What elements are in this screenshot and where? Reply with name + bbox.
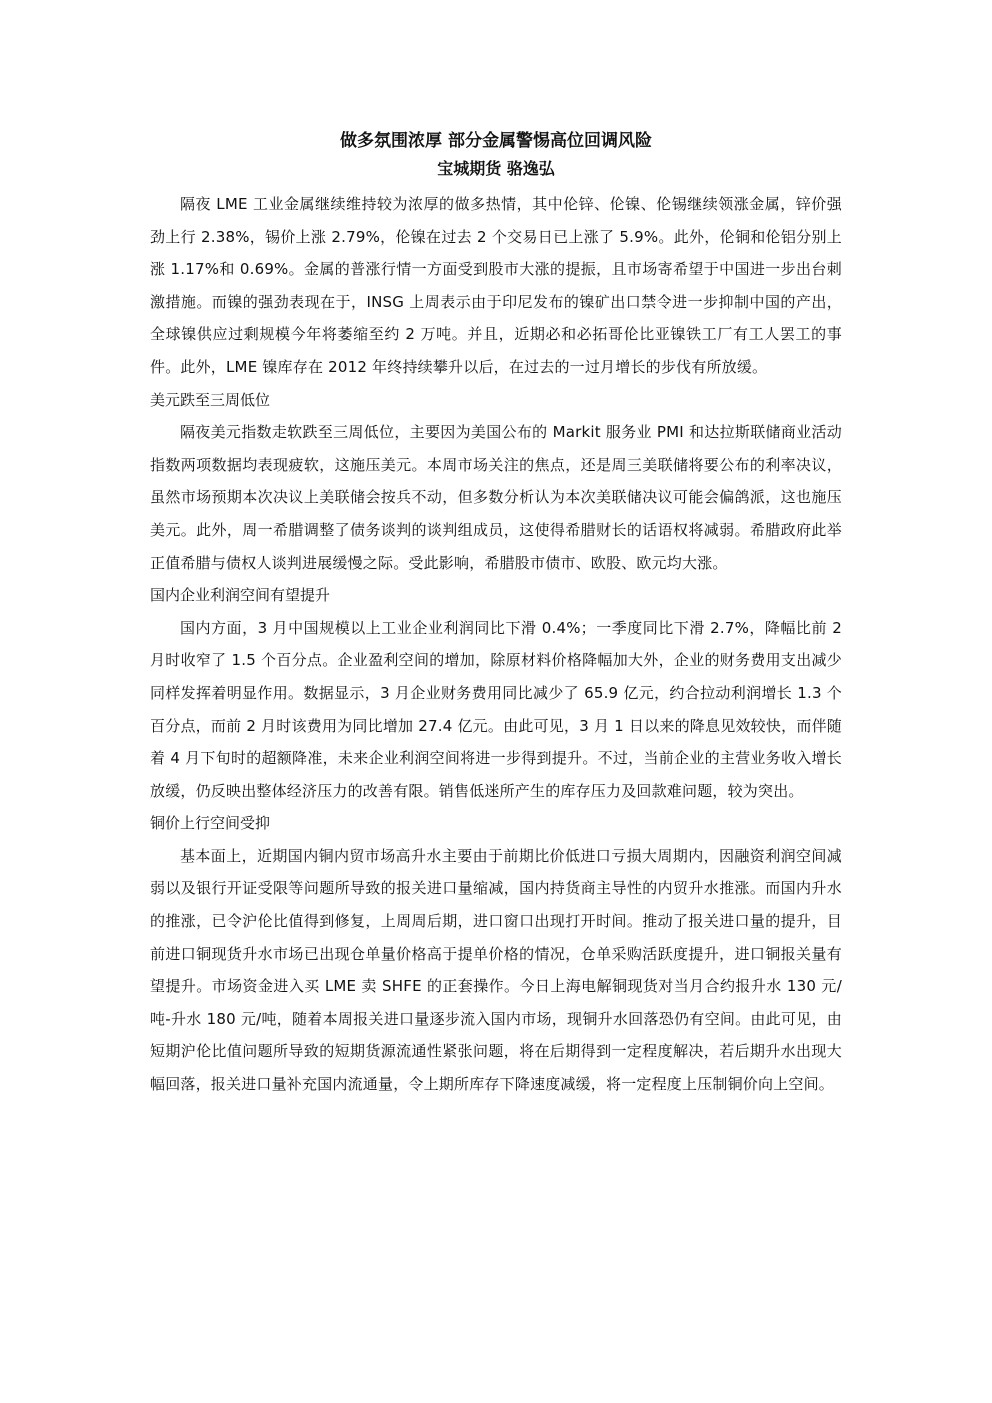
section-heading: 美元跌至三周低位: [150, 390, 271, 409]
section-paragraph: 隔夜美元指数走软跌至三周低位，主要因为美国公布的 Markit 服务业 PMI 和达拉斯联储商业活动指数两项数据均表现疲软，这施压美元。本周市场关注的焦点，还是周三美联储将要公布的利率决议，虽然市场预期本次决议上美联储会按兵不动，但多数分析认为本次美联储决议可能会偏鸽派，这也施压美元。此外，周一希腊调整了债务谈判的谈判组成员，这使得希腊财长的话语权将减弱。希腊政府此举正值希腊与债权人谈判进展缓慢之际。受此影响，希腊股市债市、欧股、欧元均大涨。: [150, 423, 842, 572]
section-profits: [150, 579, 842, 807]
author-byline: 宝城期货 骆逸弘: [437, 159, 555, 178]
document-title: 做多氛围浓厚 部分金属警惕高位回调风险: [340, 131, 652, 151]
intro-paragraph: 隔夜 LME 工业金属继续维持较为浓厚的做多热情，其中伦锌、伦镍、伦锡继续领涨金属，锌价强劲上行 2.38%，锡价上涨 2.79%，伦镍在过去 2 个交易日已上涨了 5.9%。此外，伦铜和伦铝分别上涨 1.17%和 0.69%。金属的普涨行情一方面受到股市大涨的提振，且市场寄希望于中国进一步出台刺激措施。而镍的强劲表现在于，INSG 上周表示由于印尼发布的镍矿出口禁令进一步抑制中国的产出，全球镍供应过剩规模今年将萎缩至约 2 万吨。并且，近期必和必拓哥伦比亚镍铁工厂有工人罢工的事件。此外，LME 镍库存在 2012 年终持续攀升以后，在过去的一过月增长的步伐有所放缓。: [150, 195, 842, 376]
section-usd: [150, 384, 842, 580]
section-paragraph: 基本面上，近期国内铜内贸市场高升水主要由于前期比价低进口亏损大周期内，因融资利润空间减弱以及银行开证受限等问题所导致的报关进口量缩减，国内持货商主导性的内贸升水推涨。而国内升水的推涨，已令沪伦比值得到修复，上周周后期，进口窗口出现打开时间。推动了报关进口量的提升，目前进口铜现货升水市场已出现仓单量价格高于提单价格的情况，仓单采购活跃度提升，进口铜报关量有望提升。市场资金进入买 LME 卖 SHFE 的正套操作。今日上海电解铜现货对当月合约报升水 130 元/吨-升水 180 元/吨，随着本周报关进口量逐步流入国内市场，现铜升水回落恐仍有空间。由此可见，由短期沪伦比值问题所导致的短期货源流通性紧张问题，将在后期得到一定程度解决，若后期升水出现大幅回落，报关进口量补充国内流通量，令上期所库存下降速度减缓，将一定程度上压制铜价向上空间。: [150, 846, 842, 1094]
section-copper: [150, 807, 842, 1100]
section-heading: 铜价上行空间受抑: [150, 814, 271, 833]
section-paragraph: 国内方面，3 月中国规模以上工业企业利润同比下滑 0.4%；一季度同比下滑 2.7%，降幅比前 2 月时收窄了 1.5 个百分点。企业盈利空间的增加，除原材料价格降幅加大外，企业的财务费用支出减少同样发挥着明显作用。数据显示，3 月企业财务费用同比减少了 65.9 亿元，约合拉动利润增长 1.3 个百分点，而前 2 月时该费用为同比增加 27.4 亿元。由此可见，3 月 1 日以来的降息见效较快，而伴随着 4 月下旬时的超额降准，未来企业利润空间将进一步得到提升。不过，当前企业的主营业务收入增长放缓，仍反映出整体经济压力的改善有限。销售低迷所产生的库存压力及回款难问题，较为突出。: [150, 618, 842, 800]
section-heading: 国内企业利润空间有望提升: [150, 586, 331, 605]
